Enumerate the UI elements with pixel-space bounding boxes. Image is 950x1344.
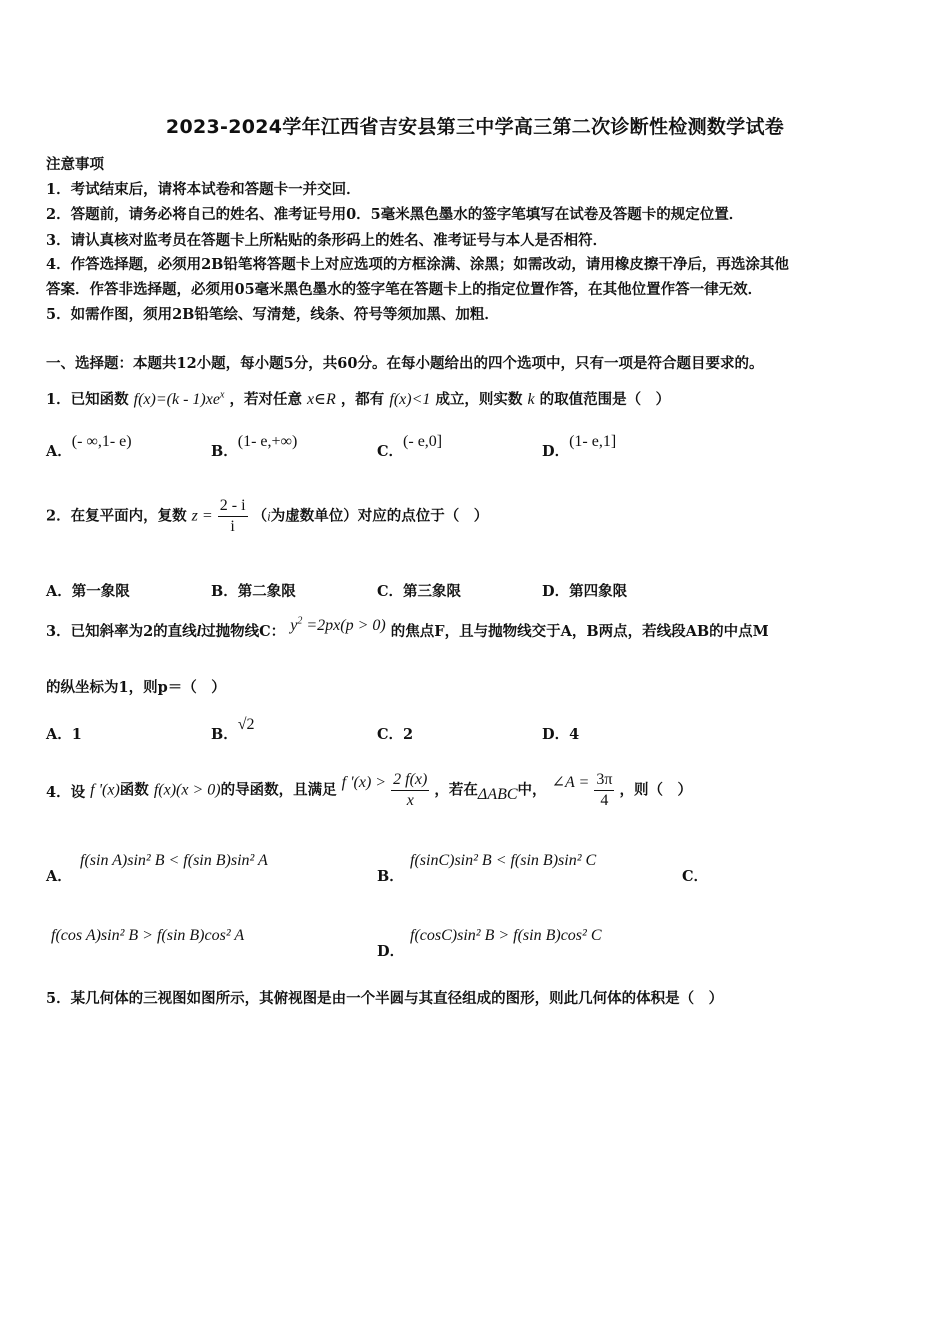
page-title: 2023-2024学年江西省吉安县第三中学高三第二次诊断性检测数学试卷 [165,116,785,138]
q1-option-c [377,433,443,461]
q4-angle-numerator: 3π [594,770,614,791]
q4-option-d-label: D． [377,943,405,960]
q2-z: z = [191,507,213,525]
q4-option-b-label: B． [377,868,404,885]
q2-fraction [218,496,248,537]
q1-option-a [46,433,132,461]
q3-option-c: C．2 [377,726,414,743]
q1-function-exp: x [219,389,225,401]
q3-l: l [196,623,202,640]
q3-option-b [211,716,255,744]
section-heading: 一、选择题：本题共12小题，每小题5分，共60分。在每小题给出的四个选项中，只有一项是符合题目要求的。 [46,355,764,372]
q1-option-a-label: A． [46,443,72,460]
notice-item-4-cont: 答案．作答非选择题，必须用05毫米黑色墨水的签字笔在答题卡上的指定位置作答，在其他位置作答一律无效． [46,281,763,298]
notice-item-1: 1．考试结束后，请将本试卷和答题卡一并交回． [46,181,361,198]
q3-text-1: 3．已知斜率为2的直线 [46,623,197,640]
q1-inequality: f(x)<1 [389,391,431,408]
q3-option-b-label: B． [211,726,238,743]
q4-option-b: f(sinC)sin² B < f(sin B)sin² C [410,852,597,869]
q3-eq-sup: 2 [297,615,303,627]
q2-option-b: B．第二象限 [211,583,296,600]
q1-option-c-label: C． [377,443,404,460]
q1-text-2: ，若对任意 [229,391,302,408]
q3-text-2: 过抛物线C： [201,623,286,640]
q1-option-d-value: (1- e,1] [569,433,617,450]
q2-text-3: 为虚数单位）对应的点位于（ ） [270,507,489,525]
q2-text-1: 2．在复平面内，复数 [46,507,187,525]
q3-option-b-value: √2 [237,716,255,733]
question-2 [46,496,488,537]
q4-text-1: 4．设 [46,783,86,801]
q3-text-4: 的纵坐标为1，则p＝（ ） [46,679,226,696]
q2-i: i [267,508,271,524]
q4-numerator: 2 f(x) [391,770,429,791]
q4-fraction [391,770,429,811]
q4-text-2: 函数 [119,781,149,799]
notice-item-2: 2．答题前，请务必将自己的姓名、准考证号用0．5毫米黑色墨水的签字笔填写在试卷及答题卡的规定位置． [46,206,744,223]
q2-option-a: A．第一象限 [46,583,130,600]
q1-text-4: 成立，则实数 [435,391,523,408]
q4-angle-denominator: 4 [600,792,609,809]
q4-option-d: f(cosC)sin² B > f(sin B)cos² C [410,927,602,944]
q1-function [134,391,225,408]
q1-option-a-value: (- ∞,1- e) [71,433,132,450]
q4-option-c: f(cos A)sin² B > f(sin B)cos² A [51,927,245,944]
q2-text-2: （ [252,507,268,525]
q3-option-a: A．1 [46,726,82,743]
q3-eq-y: y [290,617,298,634]
q2-numerator: 2 - i [218,496,248,517]
q4-text-5: 中， [517,781,547,799]
q4-denominator: x [406,792,414,809]
q2-option-d: D．第四象限 [542,583,628,600]
notice-item-4: 4．作答选择题，必须用2B铅笔将答题卡上对应选项的方框涂满、涂黑；如需改动，请用橡皮擦干净后，再选涂其他 [46,256,789,273]
q1-text-1: 1．已知函数 [46,391,129,408]
q1-option-b-value: (1- e,+∞) [237,433,298,450]
q1-option-b [211,433,298,461]
question-4 [46,770,692,811]
q1-text-3: ，都有 [340,391,385,408]
q4-text-4: ，若在 [434,781,478,799]
q4-derivative: f '(x) [90,781,120,799]
q4-text-3: 的导函数，且满足 [220,781,337,799]
q3-text-3: 的焦点F，且与抛物线交于A，B两点，若线段AB的中点M [390,623,769,640]
q4-function: f(x)(x > 0) [153,781,221,799]
q2-option-c: C．第三象限 [377,583,462,600]
q3-option-d: D．4 [542,726,580,743]
q4-option-c-label: C． [682,868,709,885]
q3-eq-rest: =2px(p > 0) [302,617,386,634]
question-1 [46,388,670,409]
q1-k: k [527,391,535,408]
q4-text-6: ，则（ ） [619,781,692,799]
q4-triangle: ΔABC [477,785,518,803]
notice-item-5: 5．如需作图，须用2B铅笔绘、写清楚，线条、符号等须加黑、加粗． [46,306,499,323]
question-3 [46,615,769,641]
q4-angle: ∠A = [551,773,590,791]
q3-equation [290,617,385,634]
question-5: 5．某几何体的三视图如图所示，其俯视图是由一个半圆与其直径组成的图形，则此几何体的体积是（ ） [46,990,724,1007]
q1-text-5: 的取值范围是（ ） [539,391,671,408]
q1-option-c-value: (- e,0] [403,433,443,450]
q2-denominator: i [230,518,235,535]
notice-item-3: 3．请认真核对监考员在答题卡上所粘贴的条形码上的姓名、准考证号与本人是否相符． [46,232,608,249]
q4-option-a-label: A． [46,868,72,885]
q4-option-a: f(sin A)sin² B < f(sin B)sin² A [80,852,268,869]
q1-option-d [542,433,617,461]
q4-angle-fraction [594,770,614,811]
q4-lhs: f '(x) > [341,773,387,791]
q1-condition: x∈R [307,391,336,408]
notice-heading: 注意事项 [46,156,104,173]
q1-option-b-label: B． [211,443,238,460]
q1-function-body: f(x)=(k - 1)xe [133,391,220,408]
q1-option-d-label: D． [542,443,570,460]
